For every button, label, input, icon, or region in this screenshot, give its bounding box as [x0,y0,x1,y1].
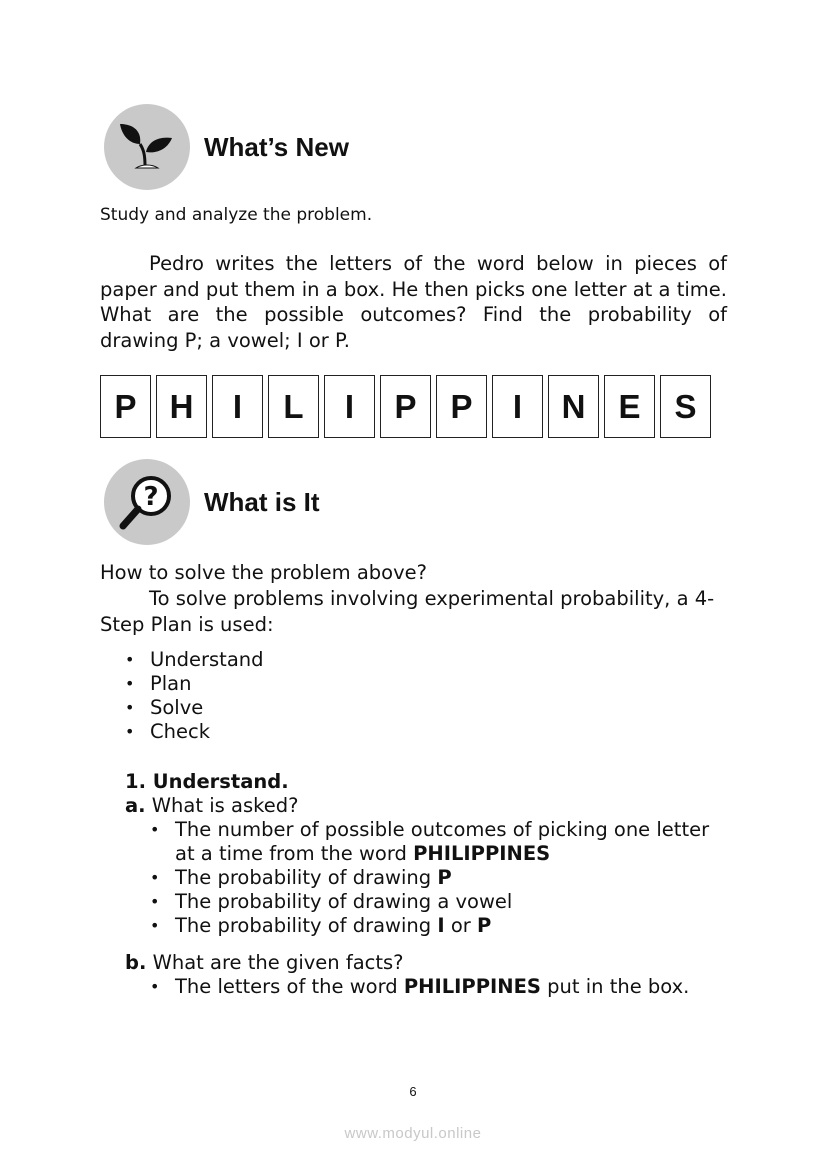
list-item-text: The number of possible outcomes of picking one letter at a time from the word [175,818,710,865]
letter-tile: H [156,375,207,438]
letter-i: I [437,914,445,937]
list-item-text: or [444,914,477,937]
list-item: • Plan [125,672,264,696]
list-item: • Check [125,720,264,744]
magnifier-question-icon [104,459,190,545]
understand-heading: 1. Understand. [125,770,289,793]
list-item-text: The probability of drawing [175,914,438,937]
letter-tile: E [604,375,655,438]
list-item-text: put in the box. [540,975,690,998]
what-is-asked-text: What is asked? [151,794,299,817]
letter-tile: P [100,375,151,438]
whats-new-header [104,104,349,190]
letter-tile: I [212,375,263,438]
list-item: • The probability of drawing a vowel [150,890,715,914]
list-item [150,975,720,999]
four-step-explanation: To solve problems involving experimental probability, a 4-Step Plan is used: [100,587,715,636]
asked-list [150,818,715,938]
item-label-a: a. [125,794,146,817]
list-item: • Understand [125,648,264,672]
letter-tile: P [380,375,431,438]
given-facts-text: What are the given facts? [152,951,404,974]
section-title-whats-new: What’s New [204,131,349,162]
study-instruction: Study and analyze the problem. [100,205,373,225]
letter-tile: S [660,375,711,438]
letter-tile: P [436,375,487,438]
list-item [150,818,715,866]
svg-text:?: ? [143,482,159,512]
list-item [150,914,715,938]
what-is-it-header [104,459,320,545]
how-to-solve-question: How to solve the problem above? [100,561,427,584]
list-item-text: The probability of drawing [175,866,438,889]
letter-tiles [100,375,716,438]
word-philippines: PHILIPPINES [403,975,541,998]
letter-p: P [476,914,492,937]
problem-statement: Pedro writes the letters of the word below in pieces of paper and put them in a box. He then picks one letter at a time. What are the possible outcomes? Find the probability of drawing P; a vowel; I or P. [100,252,727,352]
four-step-list [125,648,264,744]
letter-tile: N [548,375,599,438]
letter-tile: I [324,375,375,438]
letter-p: P [437,866,452,889]
page-number: 6 [409,1084,417,1099]
letter-tile: I [492,375,543,438]
item-label-b: b. [125,951,147,974]
word-philippines: PHILIPPINES [413,842,551,865]
list-item [150,866,715,890]
given-facts [125,950,725,976]
list-item: • Solve [125,696,264,720]
what-is-asked [125,793,725,819]
list-item-text: The letters of the word [175,975,404,998]
section-title-what-is-it: What is It [204,486,320,517]
letter-tile: L [268,375,319,438]
watermark: www.modyul.online [344,1125,482,1142]
plant-icon [104,104,190,190]
facts-list [150,975,720,999]
